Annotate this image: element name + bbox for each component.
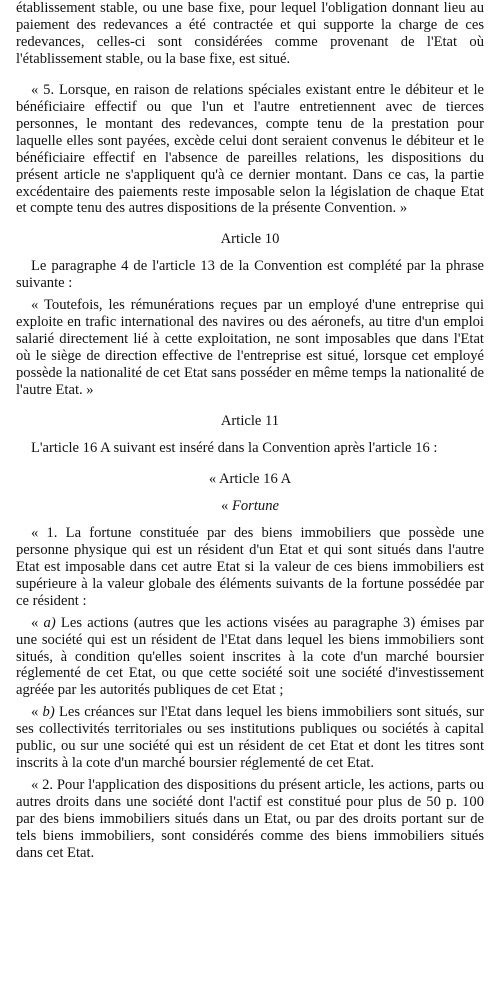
article-10-intro: Le paragraphe 4 de l'article 13 de la Convention est complété par la phrase suivante :: [16, 258, 484, 292]
paragraph-5-redevances: « 5. Lorsque, en raison de relations spéciales existant entre le débiteur et le bénéficiaire effectif ou que l'un et l'autre entretiennent avec de tierces personnes, le montant des redevances, compte tenu de la prestation pour laquelle elles sont payées, excède celui dont seraient convenus le débiteur et le bénéficiaire effectif en l'absence de pareilles relations, les dispositions du présent article ne s'appliquent qu'à ce dernier montant. Dans ce cas, la partie excédentaire des paiements reste imposable selon la législation de chaque Etat et compte tenu des autres dispositions de la présente Convention. »: [16, 81, 484, 217]
item-a-quote: «: [31, 614, 44, 631]
paragraph-continuation: établissement stable, ou une base fixe, pour lequel l'obligation donnant lieu au paiement des redevances a été contractée et qui supporte la charge de ces redevances, celles-ci sont considérées comme provenant de l'Etat où l'établissement stable, ou la base fixe, est situé.: [16, 0, 484, 67]
item-b-text: Les créances sur l'Etat dans lequel les biens immobiliers sont situés, sur ses collectivités territoriales ou ses institutions publiques ou sociétés à capital public, ou sur une société qui est un résident de cet Etat et dont les titres sont inscrits à la cote d'un marché boursier réglementé de cet Etat.: [16, 704, 484, 772]
article-10-heading: Article 10: [220, 231, 280, 248]
article-11-heading: Article 11: [220, 413, 280, 430]
item-b: [16, 704, 484, 772]
article-16a-paragraph-2: « 2. Pour l'application des dispositions du présent article, les actions, parts ou autres droits dans une société dont l'actif est constitué pour plus de 50 p. 100 par des biens immobiliers situés dans un Etat, ou par des droits portant sur de tels biens immobiliers, sont considérés comme des biens immobiliers situés dans cet Etat.: [16, 777, 484, 861]
item-a-text: Les actions (autres que les actions visées au paragraphe 3) émises par une société qui est un résident de l'Etat dans lequel les biens immobiliers sont situés, à condition qu'elles soient inscrites à la cote d'un marché boursier réglementé de cet Etat, ou que cette société soit une société d'investissement agréée par les autorités publiques de cet Etat ;: [16, 614, 484, 699]
article-16a-paragraph-1: « 1. La fortune constituée par des biens immobiliers que possède une personne physique qui est un résident d'un Etat et qui sont situés dans l'autre Etat est imposable dans cet autre Etat si la valeur de ces biens immobiliers est supérieure à la valeur globale des éléments suivants de la fortune possédée par ce résident :: [16, 524, 484, 609]
fortune-subheading: [16, 498, 484, 515]
item-a-label: a): [43, 614, 56, 631]
article-16a-heading: « Article 16 A: [208, 470, 292, 487]
article-11-intro: L'article 16 A suivant est inséré dans la Convention après l'article 16 :: [31, 439, 438, 456]
item-b-quote: «: [31, 704, 43, 721]
item-a: [16, 615, 484, 700]
item-b-label: b): [42, 704, 55, 721]
article-10-quote: « Toutefois, les rémunérations reçues par un employé d'une entreprise qui exploite en trafic international des navires ou des aéronefs, au titre d'un emploi salarié directement lié à cette exploitation, ne sont imposables que dans l'Etat où le siège de direction effective de l'entreprise est situé, lorsque cet employé possède la nationalité de cet Etat sans posséder en même temps la nationalité de l'autre Etat. »: [16, 297, 484, 399]
fortune-quote-mark: «: [221, 497, 232, 514]
fortune-title: Fortune: [231, 497, 279, 514]
